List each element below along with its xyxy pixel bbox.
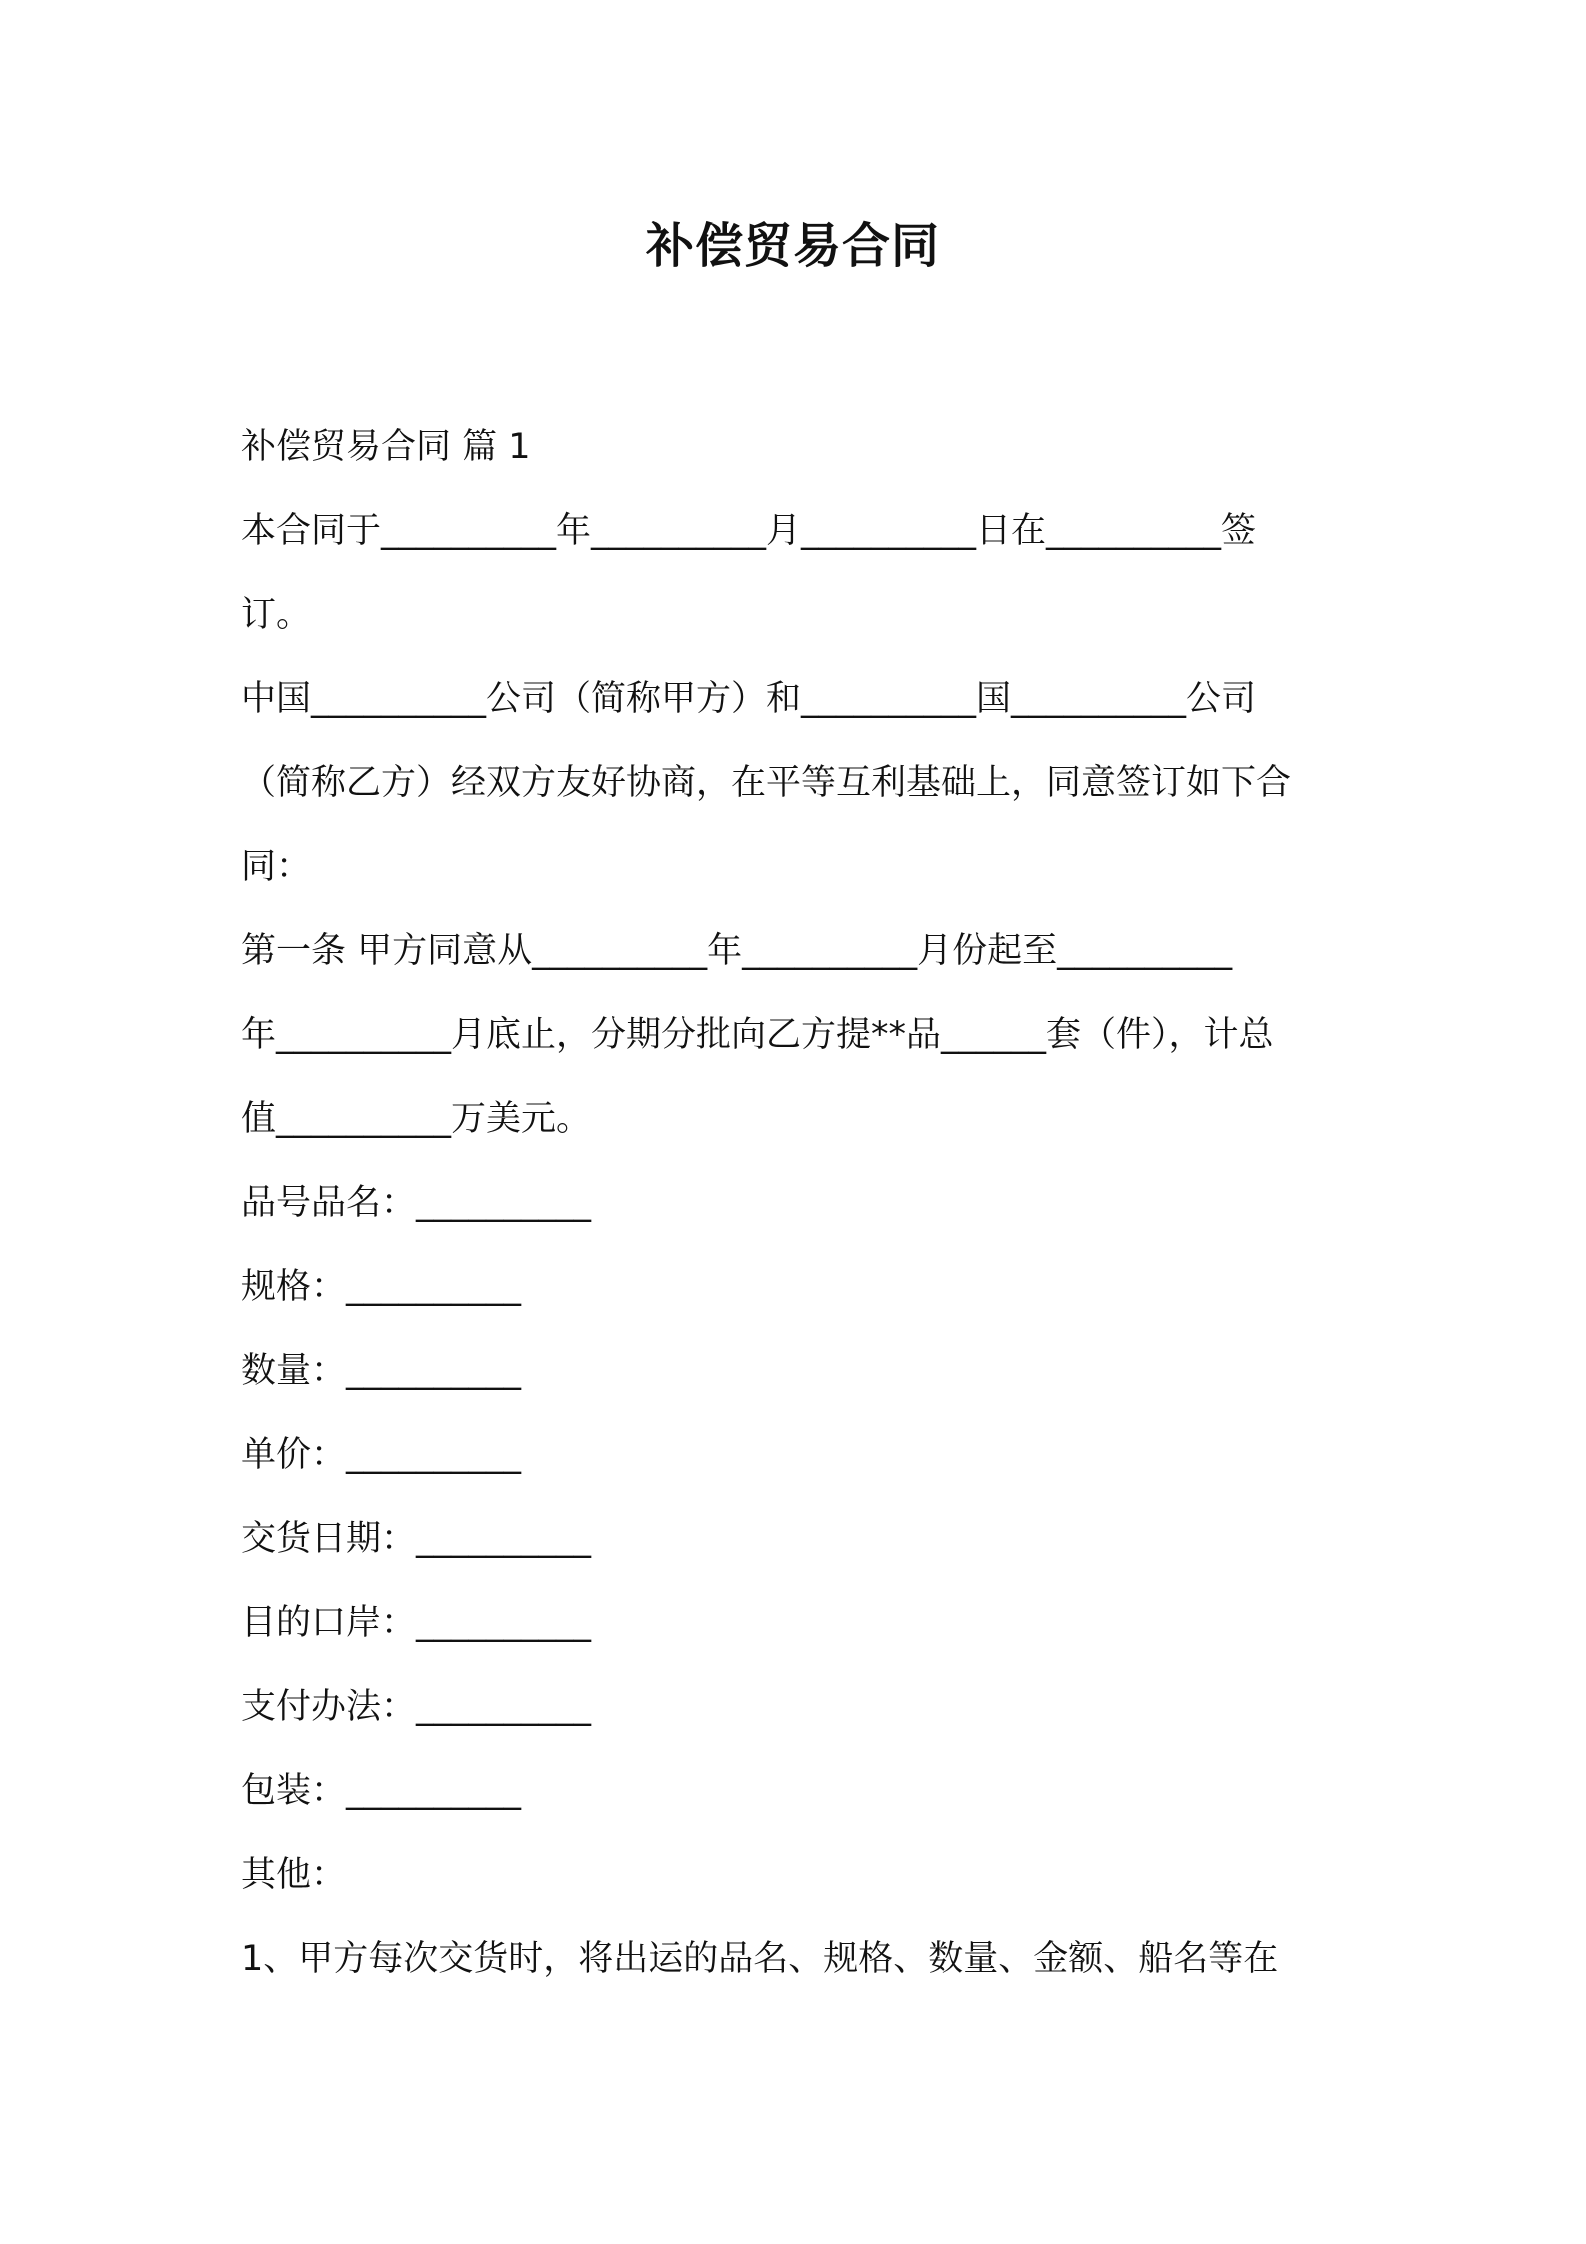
paragraph-line: 订。 (241, 595, 312, 635)
paragraph-line: 值__________万美元。 (241, 1099, 592, 1139)
document-title: 补偿贸易合同 (645, 218, 940, 274)
field-line: 数量：__________ (241, 1351, 522, 1391)
paragraph-line: 同： (241, 847, 312, 887)
paragraph-line: 第一条 甲方同意从__________年__________月份起至__________ (241, 931, 1233, 971)
paragraph-line: 年__________月底止，分期分批向乙方提**品______套（件），计总 (241, 1015, 1274, 1055)
field-line: 品号品名：__________ (241, 1183, 592, 1223)
paragraph-line: 中国__________公司（简称甲方）和__________国__________公司 (241, 679, 1257, 719)
document-body (241, 405, 1361, 2001)
paragraph-line: （简称乙方）经双方友好协商，在平等互利基础上，同意签订如下合 (241, 763, 1292, 803)
field-line: 规格：__________ (241, 1267, 522, 1307)
paragraph-line: 1、甲方每次交货时，将出运的品名、规格、数量、金额、船名等在 (241, 1939, 1279, 1979)
field-line: 目的口岸：__________ (241, 1603, 592, 1643)
field-line: 包装：__________ (241, 1771, 522, 1811)
field-line: 单价：__________ (241, 1435, 522, 1475)
field-line: 交货日期：__________ (241, 1519, 592, 1559)
field-line: 其他： (241, 1855, 347, 1895)
paragraph-line: 本合同于__________年__________月__________日在__________签 (241, 511, 1257, 551)
field-line: 支付办法：__________ (241, 1687, 592, 1727)
section-heading: 补偿贸易合同 篇 1 (241, 427, 531, 467)
